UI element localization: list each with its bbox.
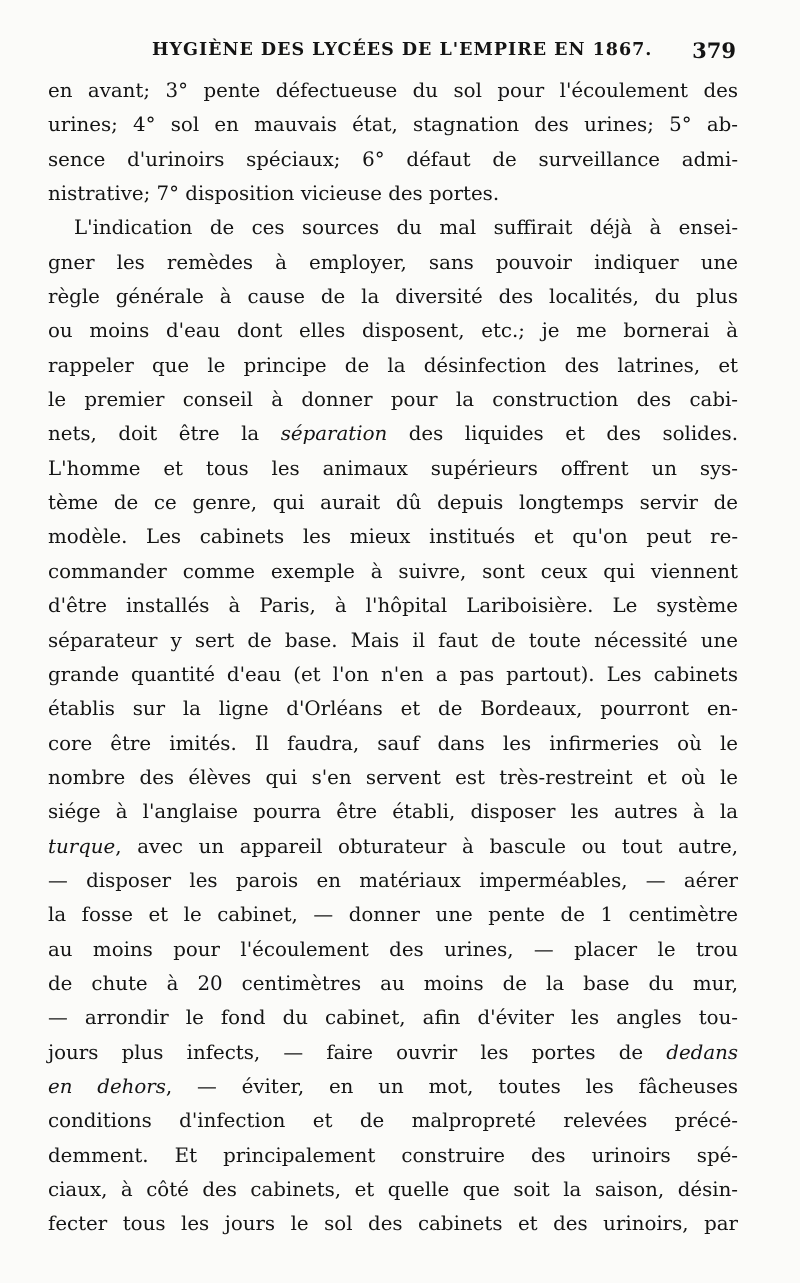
text-line: — disposer les parois en matériaux imperméables, — aérer xyxy=(48,868,738,892)
text-line: urines; 4° sol en mauvais état, stagnation des urines; 5° ab- xyxy=(48,113,738,137)
running-title: HYGIÈNE DES LYCÉES DE L'EMPIRE EN 1867. xyxy=(152,40,653,60)
text-line: ou moins d'eau dont elles disposent, etc.; je me bornerai à xyxy=(48,319,738,343)
text-run: des liquides et des solides. xyxy=(387,422,738,446)
text-line: de chute à 20 centimètres au moins de la base du mur, xyxy=(48,971,738,995)
text-line: grande quantité d'eau (et l'on n'en a pas partout). Les cabinets xyxy=(48,662,738,686)
text-line: ciaux, à côté des cabinets, et quelle que soit la saison, désin- xyxy=(48,1178,738,1201)
text-line: gner les remèdes à employer, sans pouvoir indiquer une xyxy=(48,250,738,274)
text-run: jours plus infects, — faire ouvrir les portes de xyxy=(48,1040,667,1064)
text-line: la fosse et le cabinet, — donner une pente de 1 centimètre xyxy=(48,903,738,927)
text-line: L'homme et tous les animaux supérieurs offrent un sys- xyxy=(48,456,738,480)
text-line: règle générale à cause de la diversité des localités, du plus xyxy=(48,285,738,309)
italic-term: séparation xyxy=(280,422,388,446)
text-line: au moins pour l'écoulement des urines, — placer le trou xyxy=(48,937,738,961)
text-line xyxy=(48,417,738,451)
text-line: commander comme exemple à suivre, sont ceux qui viennent xyxy=(48,559,738,583)
text-line: établis sur la ligne d'Orléans et de Bordeaux, pourront en- xyxy=(48,697,738,721)
text-line: le premier conseil à donner pour la construction des cabi- xyxy=(48,388,738,412)
text-line: core être imités. Il faudra, sauf dans les infirmeries où le xyxy=(48,731,738,755)
text-line: d'être installés à Paris, à l'hôpital Lariboisière. Le système xyxy=(48,594,738,618)
text-line: siége à l'anglaise pourra être établi, disposer les autres à la xyxy=(48,800,738,824)
text-run: nets, doit être la xyxy=(48,422,281,446)
page-header xyxy=(48,38,738,72)
text-line: nistrative; 7° disposition vicieuse des portes. xyxy=(48,182,500,206)
text-line: demment. Et principalement construire des urinoirs spé- xyxy=(48,1143,738,1167)
italic-term: turque xyxy=(48,834,116,858)
text-line xyxy=(48,1070,738,1104)
paragraph-first-line: L'indication de ces sources du mal suffirait déjà à ensei- xyxy=(74,216,738,240)
text-line: nombre des élèves qui s'en servent est très-restreint et où le xyxy=(48,765,738,789)
text-line: fecter tous les jours le sol des cabinets et des urinoirs, par xyxy=(48,1212,738,1236)
body-text xyxy=(48,74,738,1242)
page-number: 379 xyxy=(692,38,736,63)
text-line xyxy=(48,1036,738,1070)
italic-term: dedans xyxy=(666,1040,738,1064)
text-line xyxy=(48,830,738,864)
text-line: séparateur y sert de base. Mais il faut de toute nécessité une xyxy=(48,628,738,652)
italic-term: en dehors xyxy=(48,1074,166,1098)
text-line: tème de ce genre, qui aurait dû depuis longtemps servir de xyxy=(48,491,738,515)
text-line: rappeler que le principe de la désinfection des latrines, et xyxy=(48,353,738,377)
text-line: en avant; 3° pente défectueuse du sol pour l'écoulement des xyxy=(48,79,738,102)
text-run: , — éviter, en un mot, toutes les fâcheuses xyxy=(165,1074,738,1098)
text-line: sence d'urinoirs spéciaux; 6° défaut de surveillance admi- xyxy=(48,147,738,171)
text-line: modèle. Les cabinets les mieux institués et qu'on peut re- xyxy=(48,525,738,549)
text-run: , avec un appareil obturateur à bascule ou tout autre, xyxy=(115,834,738,858)
text-line: — arrondir le fond du cabinet, afin d'éviter les angles tou- xyxy=(48,1006,738,1030)
text-line: conditions d'infection et de malpropreté relevées précé- xyxy=(48,1109,738,1133)
